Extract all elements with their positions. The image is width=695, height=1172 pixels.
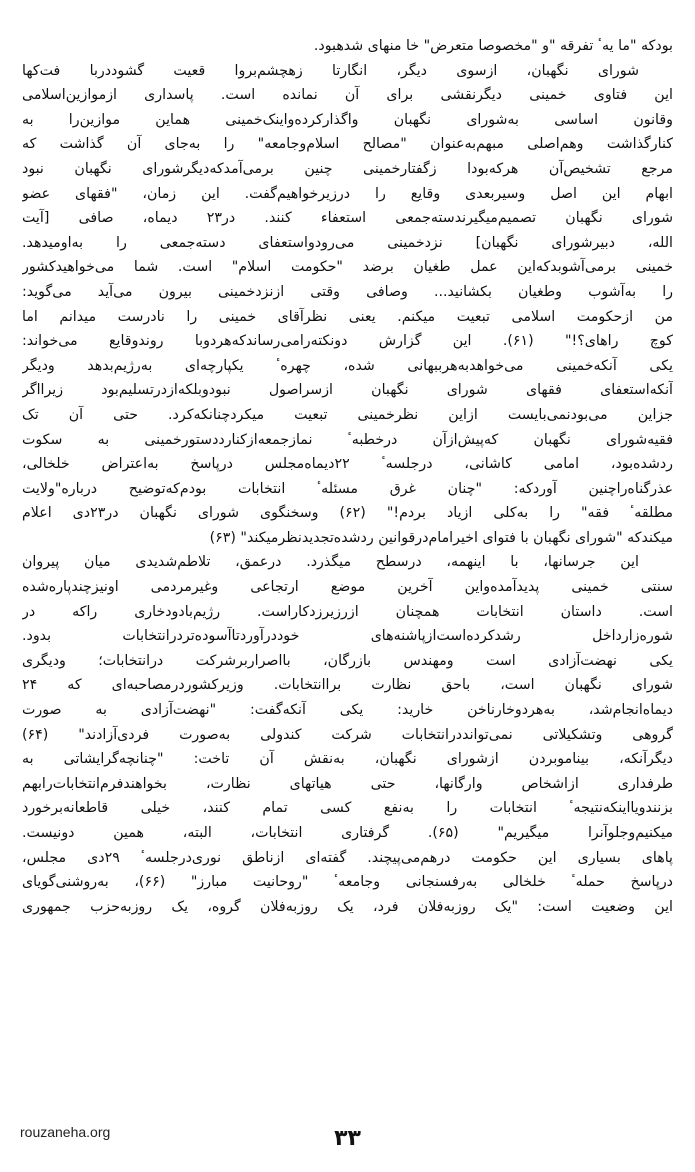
source-website: rouzaneha.org <box>20 1124 111 1140</box>
text-line: فقیه‌شورای نگهبان که‌پیش‌ازآن درخطبهٴ نمازجمعه‌ازکنارددستورخمینی به سکوت <box>22 431 673 448</box>
text-line: مرجع تشخیص‌آن هرکه‌بودا زگفتارخمینی چنین برمی‌آمدکه‌دیگرشورای نگهبان نبود <box>22 160 673 177</box>
text-line: درپاسخ حملهٴ خلخالی به‌رفسنجانی وجامعهٴ "روحانیت مبارز" (۶۶)، به‌روشنی‌گویای <box>22 874 673 891</box>
text-line: جزاین می‌بودنمی‌بایست ازاین نظرخمینی تبعیت میکردچنانکه‌کرد. حتی آن تک <box>22 406 673 423</box>
text-line: من ازحکومت اسلامی تبعیت میکنم. یعنی نظرآقای خمینی را نادرست میدانم اما <box>22 308 673 325</box>
text-line: دیماه‌انجام‌شد، به‌هردوخارناخن خارید: یکی آنکه‌گفت: "نهضت‌آزادی به صورت <box>22 702 673 719</box>
text-line: را به‌آشوب وطغیان بکشانید... وصافی وقتی ازنزدخمینی بیرون می‌آید می‌گوید: <box>22 283 673 300</box>
text-line: الله، دبیرشورای نگهبان] نزدخمینی می‌رودواستعفای دسته‌جمعی را به‌اومیدهد. <box>22 234 673 251</box>
text-line: شوره‌زارداخل رشدکرده‌است‌ازپاشنه‌های خوددرآوردتاآسوده‌تردرانتخابات بدود. <box>22 628 673 645</box>
text-line: یکی نهضت‌آزادی است ومهندس بازرگان، بااصراربرشرکت درانتخابات؛ ودیگری <box>22 652 673 669</box>
text-line: آنکه‌استعفای فقهای شورای نگهبان ازسراصول نبودوبلکه‌ازدرتسلیم‌بود زیرااگر <box>22 382 673 399</box>
text-line: مطلقهٴ فقه" را به‌کلی ازیاد بردم!" (۶۲) وسخنگوی شورای نگهبان در۲۳دی اعلام <box>22 505 673 522</box>
text-line: است. داستان انتخابات همچنان ازرزیرزدکاراست. رژیم‌بادودخاری راکه در <box>22 603 673 620</box>
text-line: کنارگذاشت وهم‌اصلی مبهم‌به‌عنوان "مصالح اسلام‌وجامعه" را به‌جای آن گذاشت که <box>22 136 673 153</box>
text-line: سنتی خمینی پدیدآمده‌واین آخرین موضع ارتجاعی وغیرمردمی اونیزچندپاره‌شده <box>22 579 673 596</box>
text-line: یکی آنکه‌خمینی می‌خواهدبه‌هرببهانی شده، چهرهٴ یکپارچه‌ای به‌رژیم‌بدهد ودیگر <box>22 357 673 374</box>
text-body <box>22 34 673 919</box>
text-line: شورای نگهبان تصمیم‌میگیرندسته‌جمعی استعفاء کنند. در۲۳ دیماه، صافی [آیت <box>22 210 673 227</box>
text-line: این فتاوی خمینی دیگرنقشی برای آن نمانده است. پاسداری ازموازین‌اسلامی <box>22 87 673 104</box>
text-line: وقانون اساسی به‌شورای نگهبان واگذارکرده‌واینک‌خمینی هماین موازین‌را به <box>22 111 673 128</box>
text-line: ابهام این اصل وسیربعدی وقایع را درزیرخواهیم‌گفت. این زمان، "فقهای عضو <box>22 185 673 202</box>
text-line: بودکه "ما یهٴ تفرقه "و "مخصوصا متعرض" خا منهای شدهبود. <box>313 38 673 54</box>
text-line: ردشده‌بود، امامی کاشانی، درجلسهٴ ۲۲دیماه‌مجلس درپاسخ به‌اعتراض خلخالی، <box>22 456 673 473</box>
page-number: ۳۳ <box>334 1126 361 1151</box>
text-line: میکنیم‌وجلوآنرا میگیریم" (۶۵). گرفتاری انتخابات، البته، همین دونیست. <box>22 825 673 841</box>
text-line: عذرگناه‌راچنین آوردکه: "چنان غرق مسئلهٴ انتخابات بودم‌که‌توضیح درباره‌"ولایت <box>22 480 673 497</box>
text-line: بزنندویااینکه‌نتیجهٴ انتخابات را به‌نفع کسی تمام کنند، خیلی قاطعانه‌برخورد <box>22 800 673 817</box>
text-line: پاهای بسیاری این حکومت درهم‌می‌پیچند. گفته‌ای ازناطق نوری‌درجلسهٴ ۲۹دی مجلس، <box>22 849 673 866</box>
text-line: دیگرآنکه، بیناموبردن ازشورای نگهبان، به‌نقش آن تاخت: "چنانچه‌گرایشاتی به <box>22 751 673 768</box>
text-line: گروهی وتشکیلاتی نمی‌توانددرانتخابات شرکت کندولی به‌صورت فردی‌آزادند" (۶۴) <box>22 726 673 743</box>
text-line: شورای نگهبان، ازسوی دیگر، انگارتا زهچشم‌بروا قعیت گشوددربا فت‌کها <box>22 62 639 79</box>
text-line: خمینی برمی‌آشوبدکه‌این عمل طغیان برضد "حکومت اسلام" است. شما می‌خواهیدکشور <box>22 259 673 276</box>
text-line: طرفداری ازاشخاص وارگانها، حتی هیاتهای نظارت، بخواهندفرم‌انتخابات‌رابهم <box>22 775 673 792</box>
text-line: این جرسانها، با اینهمه، درسطح میگذرد. درعمق، تلاطم‌شدیدی میان پیروان <box>22 554 639 571</box>
text-line: این وضعیت است: "یک روزبه‌فلان فرد، یک روزبه‌فلان گروه، یک روزبه‌حزب جمهوری <box>22 898 673 915</box>
text-line: میکندکه "شورای نگهبان با فتوای اخیرامام‌درقوانین ردشده‌تجدیدنظرمیکند" (۶۳) <box>209 529 673 546</box>
text-line: کوچ راهای؟!" (۶۱). این گزارش دونکته‌رامی‌رساندکه‌هردوبا روندوقایع می‌خواند: <box>22 333 673 350</box>
text-line: شورای نگهبان است، باحق نظارت براانتخابات. وزیرکشوردرمصاحبه‌ای که ۲۴ <box>22 677 673 694</box>
